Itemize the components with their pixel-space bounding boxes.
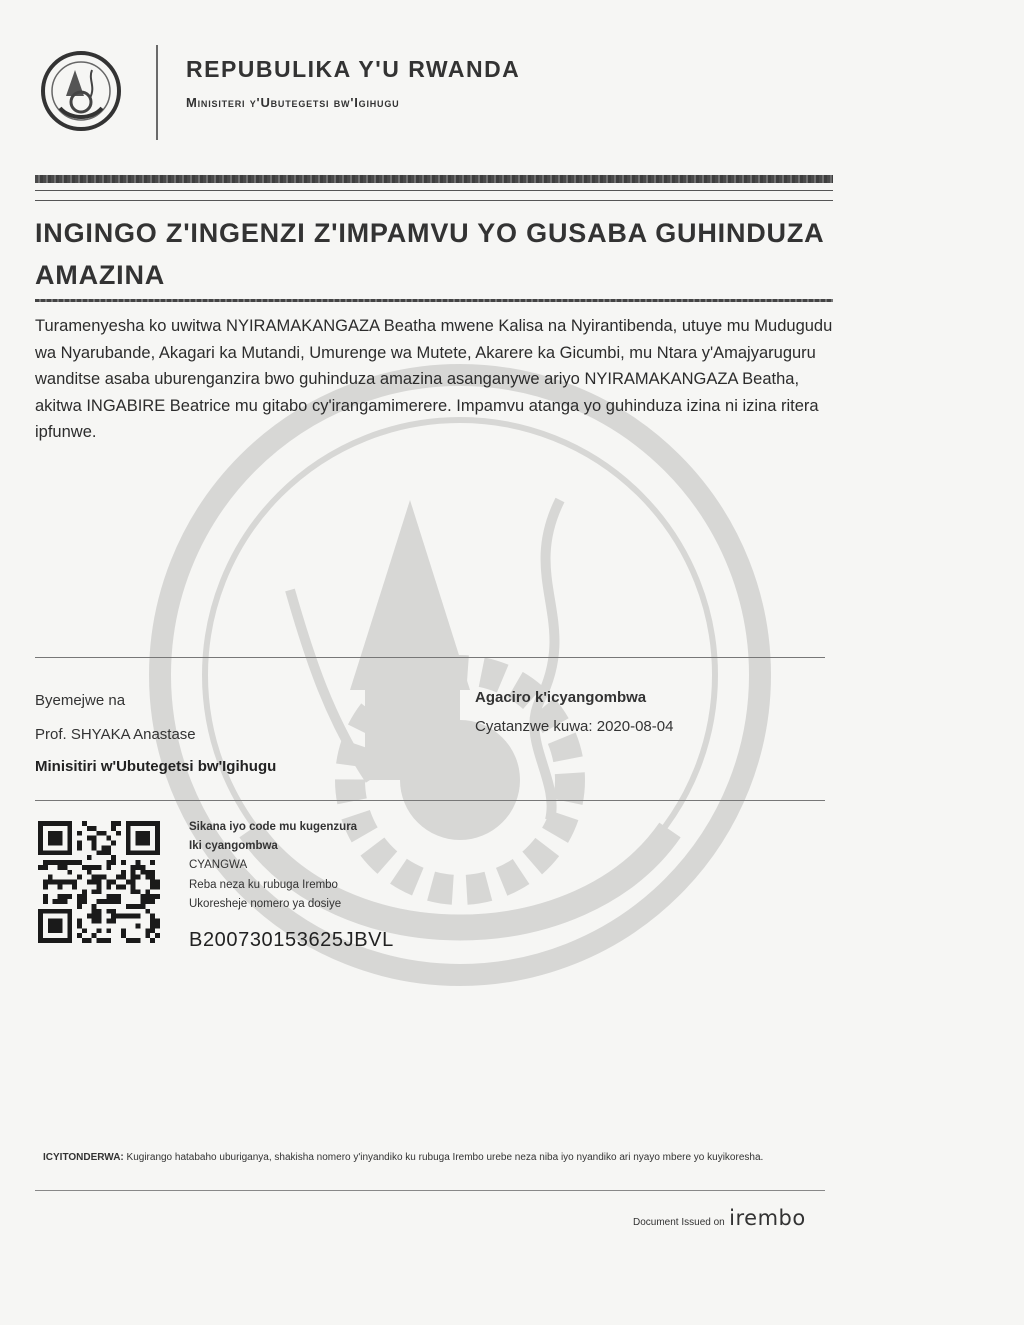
dossier-number: B200730153625JBVL: [189, 929, 394, 951]
issued-on: [633, 1206, 806, 1230]
dossier-instruction: Ukoresheje nomero ya dosiye: [189, 897, 342, 910]
header-rule: [35, 190, 833, 191]
verification-instructions: [189, 818, 357, 914]
footer-rule: [35, 1190, 825, 1191]
document-body: Turamenyesha ko uwitwa NYIRAMAKANGAZA Beatha mwene Kalisa na Nyirantibenda, utuye mu Mudugudu wa Nyarubande, Akagari ka Mutandi, Umurenge wa Mutete, Akarere ka Gicumbi, mu Ntara y'Amajyaruguru wanditse asaba uburenganzira bwo guhinduza amazina asanganywe ariyo NYIRAMAKANGAZA Beatha, akitwa INGABIRE Beatrice mu gitabo cy'irangamimerere. Impamvu atanga yo guhinduza izina ni izina ritera ipfunwe.: [35, 317, 833, 441]
signer-name: Prof. SHYAKA Anastase: [35, 726, 196, 743]
signature-divider-top: [35, 657, 825, 658]
or-label: CYANGWA: [189, 859, 248, 872]
qr-code-icon[interactable]: [38, 820, 160, 944]
scan-instruction: Sikana iyo code mu kugenzura: [189, 821, 358, 833]
approved-by-label: Byemejwe na: [35, 692, 126, 709]
header-band: [35, 175, 833, 183]
ministry-name: Minisiteri y'Ubutegetsi bw'Igihugu: [186, 95, 400, 110]
header-divider: [156, 45, 158, 140]
irembo-instruction: Reba neza ku rubuga Irembo: [189, 878, 338, 891]
document-title: INGINGO Z'INGENZI Z'IMPAMVU YO GUSABA GUHINDUZA AMAZINA: [35, 218, 824, 290]
document-ref-label: Iki cyangombwa: [189, 840, 278, 853]
rwanda-coat-of-arms-icon: [40, 50, 122, 132]
signer-position: Minisitiri w'Ubutegetsi bw'Igihugu: [35, 758, 277, 775]
warning-note: [43, 1148, 803, 1168]
header-rule-2: [35, 200, 833, 201]
signature-divider-bottom: [35, 800, 825, 801]
warning-label: ICYITONDERWA:: [43, 1152, 124, 1163]
title-rule: [35, 299, 833, 302]
issued-label: Document Issued on: [633, 1217, 725, 1228]
warning-text: Kugirango hatabaho uburiganya, shakisha nomero y'inyandiko ku rubuga Irembo urebe neza niba iyo nyandiko ari nyayo mbere yo kuyikoresha.: [126, 1152, 764, 1163]
issue-date: Cyatanzwe kuwa: 2020-08-04: [475, 718, 674, 735]
irembo-logo: irembo: [729, 1206, 806, 1230]
country-name: REPUBULIKA Y'U RWANDA: [186, 56, 521, 82]
validity-title: Agaciro k'icyangombwa: [475, 689, 647, 706]
